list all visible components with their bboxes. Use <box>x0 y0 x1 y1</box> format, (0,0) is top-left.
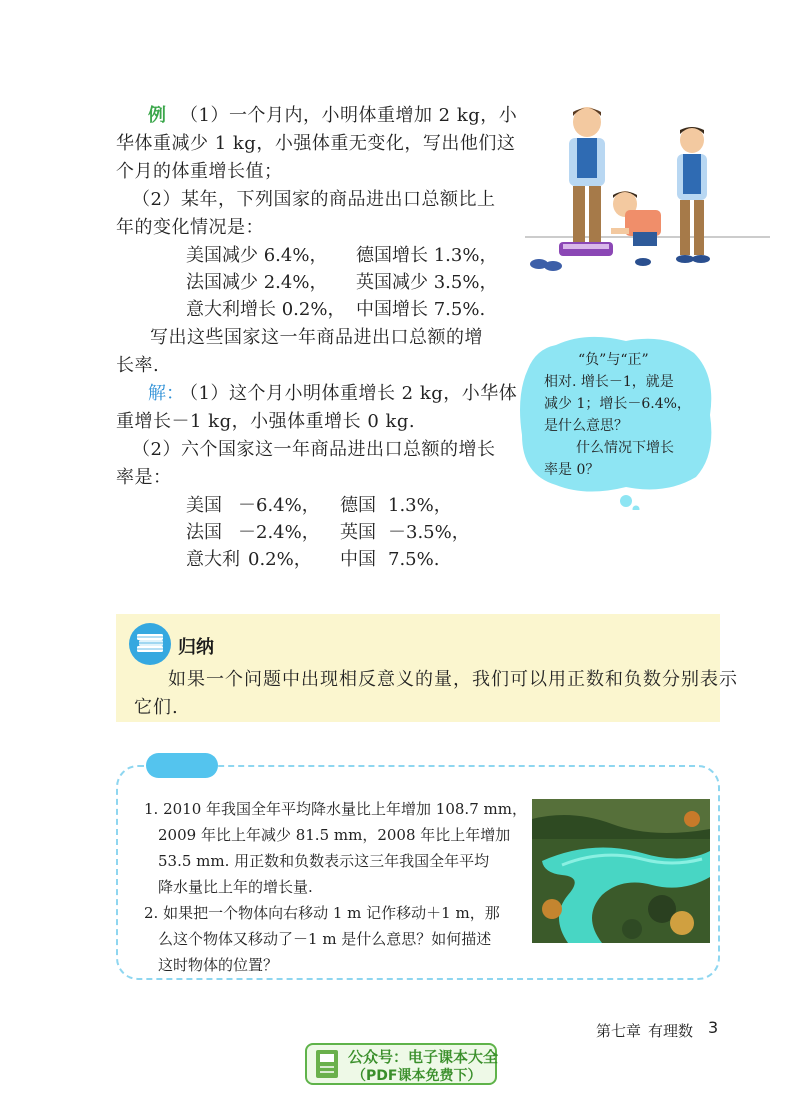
exercise-2-line-2: 么这个物体又移动了－1 m 是什么意思？如何描述 <box>158 930 492 948</box>
change-cell: 美国减少 6.4%， <box>186 245 328 266</box>
bubble-line: 相对. 增长－1，就是 <box>544 374 674 390</box>
page-number: 3 <box>708 1018 719 1037</box>
solution-s1-line-1: （1）这个月小明体重增长 2 kg，小华体 <box>180 383 518 404</box>
summary-title: 归纳 <box>178 637 214 658</box>
exercise-1-line-1: 1. 2010 年我国全年平均降水量比上年增加 108.7 mm， <box>144 800 527 818</box>
rate-value: 1.3%， <box>388 495 452 516</box>
rate-country: 意大利 <box>186 549 240 570</box>
rate-country: 中国 <box>340 549 376 570</box>
exercise-1-line-4: 降水量比上年的增长量. <box>158 878 313 896</box>
rate-value: －3.5%， <box>388 522 470 543</box>
exercise-1-line-2: 2009 年比上年减少 81.5 mm，2008 年比上年增加 <box>158 826 511 844</box>
books-icon <box>128 622 172 666</box>
summary-line-1: 如果一个问题中出现相反意义的量，我们可以用正数和负数分别表示 <box>168 669 738 690</box>
example-q1-line-2: 华体重减少 1 kg，小强体重无变化，写出他们这 <box>116 133 516 154</box>
solution-s2-line-2: 率是： <box>116 467 172 488</box>
watermark-line-2: （PDF课本免费下） <box>352 1068 482 1084</box>
watermark-line-1: 公众号：电子课本大全 <box>348 1048 499 1066</box>
rate-value: 0.2%， <box>248 549 312 570</box>
rate-value: 7.5%. <box>388 549 440 570</box>
exercise-tab <box>146 753 218 778</box>
weighing-illustration <box>525 102 770 280</box>
bubble-line: 什么情况下增长 <box>576 440 674 456</box>
summary-line-2: 它们. <box>134 697 179 718</box>
example-q1-line-1: （1）一个月内，小明体重增加 2 kg，小 <box>180 105 518 126</box>
exercise-2-line-1: 2. 如果把一个物体向右移动 1 m 记作移动＋1 m，那 <box>144 904 500 922</box>
bubble-line: 减少 1；增长－6.4%， <box>544 396 691 412</box>
example-label: 例 <box>148 105 167 126</box>
change-cell: 法国减少 2.4%， <box>186 272 328 293</box>
solution-colon: ： <box>166 383 185 404</box>
example-ask-line-2: 长率. <box>116 355 160 376</box>
exercise-2-line-3: 这时物体的位置？ <box>158 956 279 974</box>
bubble-line: “负”与“正” <box>578 352 649 368</box>
rate-country: 英国 <box>340 522 376 543</box>
footer-chapter: 第七章 <box>596 1022 642 1040</box>
change-cell: 英国减少 3.5%， <box>356 272 498 293</box>
rate-country: 德国 <box>340 495 376 516</box>
rate-value: －2.4%， <box>238 522 320 543</box>
bubble-line: 率是 0？ <box>544 462 600 478</box>
example-q2-line-2: 年的变化情况是： <box>116 217 264 238</box>
change-cell: 德国增长 1.3%， <box>356 245 498 266</box>
change-cell: 中国增长 7.5%. <box>356 299 486 320</box>
book-icon <box>313 1048 341 1080</box>
rate-value: －6.4%， <box>238 495 320 516</box>
bubble-line: 是什么意思？ <box>544 418 628 434</box>
example-ask-line-1: 写出这些国家这一年商品进出口总额的增 <box>150 327 483 348</box>
river-photo <box>532 799 710 943</box>
footer-chapter-title: 有理数 <box>648 1022 694 1040</box>
solution-label: 解 <box>148 383 167 404</box>
solution-s2-line-1: （2）六个国家这一年商品进出口总额的增长 <box>132 439 496 460</box>
example-q2-line-1: （2）某年，下列国家的商品进出口总额比上 <box>132 189 496 210</box>
example-q1-line-3: 个月的体重增长值； <box>116 161 283 182</box>
change-cell: 意大利增长 0.2%， <box>186 299 346 320</box>
exercise-1-line-3: 53.5 mm. 用正数和负数表示这三年我国全年平均 <box>158 852 490 870</box>
rate-country: 美国 <box>186 495 222 516</box>
solution-s1-line-2: 重增长－1 kg，小强体重增长 0 kg. <box>116 411 416 432</box>
rate-country: 法国 <box>186 522 222 543</box>
